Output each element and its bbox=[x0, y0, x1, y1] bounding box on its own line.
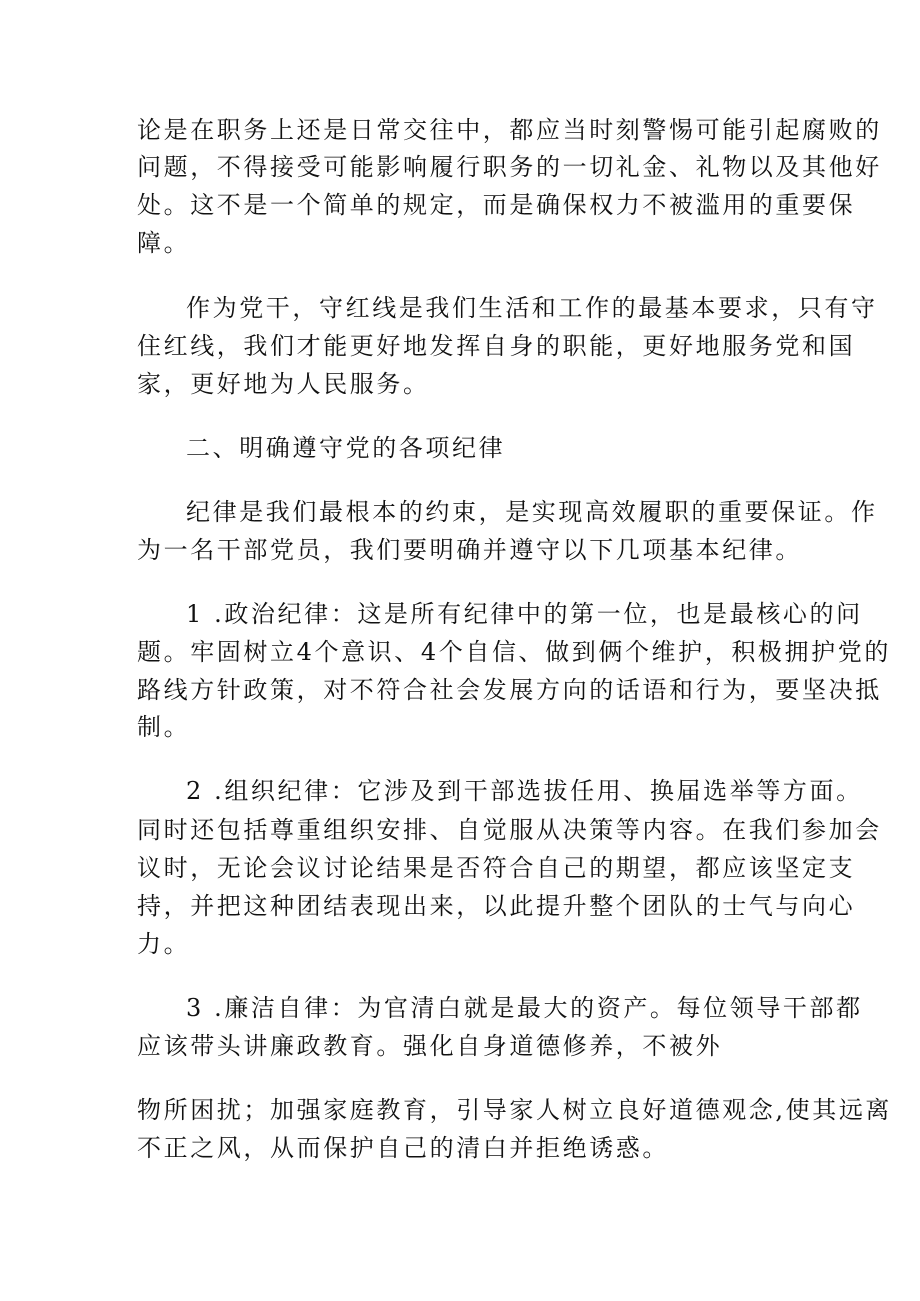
section-heading: 二、明确遵守党的各项纪律 bbox=[186, 434, 506, 462]
text-line: 题。牢固树立4个意识、4个自信、做到俩个维护，积极拥护党的 bbox=[137, 638, 891, 666]
list-item-line: 1 .政治纪律：这是所有纪律中的第一位，也是最核心的问 bbox=[186, 600, 863, 628]
text-line: 障。 bbox=[137, 229, 191, 257]
text-line: 路线方针政策，对不符合社会发展方向的话语和行为，要坚决抵 bbox=[137, 676, 882, 704]
text-line: 议时，无论会议讨论结果是否符合自己的期望，都应该坚定支 bbox=[137, 854, 856, 882]
text-line: 论是在职务上还是日常交往中，都应当时刻警惕可能引起腐败的 bbox=[137, 116, 882, 144]
text-line: 作为党干，守红线是我们生活和工作的最基本要求，只有守 bbox=[186, 294, 878, 322]
text-line: 住红线，我们才能更好地发挥自身的职能，更好地服务党和国 bbox=[137, 332, 856, 360]
text-line: 问题，不得接受可能影响履行职务的一切礼金、礼物以及其他好 bbox=[137, 153, 882, 181]
text-line: 制。 bbox=[137, 713, 191, 741]
text-line: 力。 bbox=[137, 930, 191, 958]
text-line: 处。这不是一个简单的规定，而是确保权力不被滥用的重要保 bbox=[137, 191, 856, 219]
text-line: 家，更好地为人民服务。 bbox=[137, 370, 430, 398]
text-line: 应该带头讲廉政教育。强化自身道德修养，不被外 bbox=[137, 1032, 723, 1060]
list-item-line: 2 .组织纪律：它涉及到干部选拔任用、换届选举等方面。 bbox=[186, 777, 863, 805]
text-line: 纪律是我们最根本的约束，是实现高效履职的重要保证。作 bbox=[186, 498, 878, 526]
text-line: 不正之风，从而保护自己的清白并拒绝诱惑。 bbox=[137, 1134, 669, 1162]
text-line: 物所困扰；加强家庭教育，引导家人树立良好道德观念,使其远离 bbox=[137, 1096, 893, 1124]
text-line: 同时还包括尊重组织安排、自觉服从决策等内容。在我们参加会 bbox=[137, 816, 882, 844]
text-line: 为一名干部党员，我们要明确并遵守以下几项基本纪律。 bbox=[137, 536, 802, 564]
list-item-line: 3 .廉洁自律：为官清白就是最大的资产。每位领导干部都 bbox=[186, 994, 863, 1022]
text-line: 持，并把这种团结表现出来，以此提升整个团队的士气与向心 bbox=[137, 892, 856, 920]
